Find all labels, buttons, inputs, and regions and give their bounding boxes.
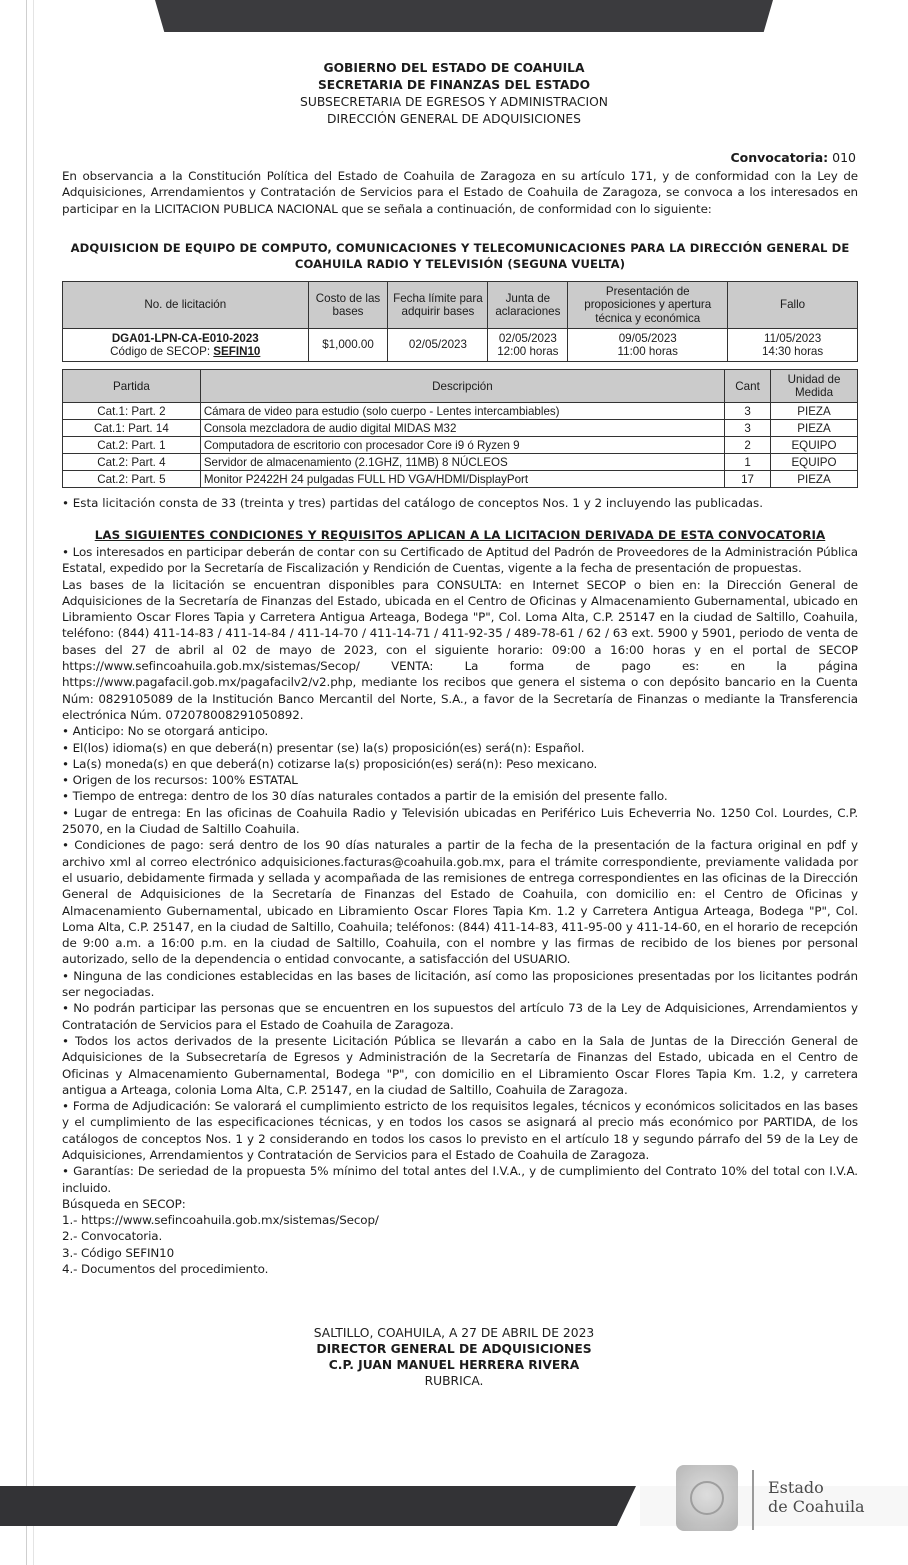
header-cell: Fallo xyxy=(728,282,858,329)
unidad-cell: EQUIPO xyxy=(771,437,858,454)
signature-place-date: SALTILLO, COAHUILA, A 27 DE ABRIL DE 2023 xyxy=(313,1326,595,1340)
partida-cell: Cat.1: Part. 2 xyxy=(63,403,201,420)
top-decorative-band xyxy=(155,0,773,32)
conditions-body xyxy=(62,544,858,1277)
condition-item: • El(los) idioma(s) en que deberá(n) presentar (se) la(s) proposición(es) será(n): Español. xyxy=(62,740,585,755)
header-cell: Unidad de Medida xyxy=(771,370,858,403)
intro-emphasis: LICITACION PUBLICA NACIONAL xyxy=(154,201,338,216)
secop-step-2: 2.- Convocatoria. xyxy=(62,1229,163,1244)
header-cell: Partida xyxy=(63,370,201,403)
cantidad-cell: 3 xyxy=(725,420,771,437)
convocatoria-label: Convocatoria: xyxy=(730,150,829,165)
bottom-decorative-band xyxy=(0,1486,636,1526)
licitacion-cell xyxy=(63,329,309,362)
logo-line1: Estado xyxy=(768,1478,824,1497)
fecha-limite-cell: 02/05/2023 xyxy=(388,329,488,362)
condition-item: • Anticipo: No se otorgará anticipo. xyxy=(62,724,269,739)
junta-hora: 12:00 horas xyxy=(497,345,559,358)
condition-item: • La(s) moneda(s) en que deberá(n) cotizarse la(s) proposición(es) será(n): Peso mexicano. xyxy=(62,756,598,771)
header-cell: Cant xyxy=(725,370,771,403)
convocatoria-value: 010 xyxy=(832,150,856,165)
descripcion-cell: Consola mezcladora de audio digital MIDAS M32 xyxy=(200,420,724,437)
presentacion-cell xyxy=(568,329,728,362)
header-cell: Fecha límite para adquirir bases xyxy=(388,282,488,329)
fallo-fecha: 11/05/2023 xyxy=(763,331,822,345)
header-subsecretaria: SUBSECRETARIA DE EGRESOS Y ADMINISTRACION xyxy=(300,95,608,109)
header-direccion: DIRECCIÓN GENERAL DE ADQUISICIONES xyxy=(327,112,581,126)
descripcion-cell: Monitor P2422H 24 pulgadas FULL HD VGA/HDMI/DisplayPort xyxy=(200,471,724,488)
conditions-title: LAS SIGUIENTES CONDICIONES Y REQUISITOS APLICAN A LA LICITACION DERIVADA DE ESTA CONVOCATORIA xyxy=(94,528,826,542)
header-cell: Junta de aclaraciones xyxy=(488,282,568,329)
cantidad-cell: 3 xyxy=(725,403,771,420)
licitacion-table-header xyxy=(63,282,858,329)
condition-item: • Garantías: De seriedad de la propuesta 5% mínimo del total antes del I.V.A., y de cumplimiento del Contrato 10% del total con I.V.A. incluido. xyxy=(62,1164,858,1195)
partida-cell: Cat.2: Part. 5 xyxy=(63,471,201,488)
condition-item: • Condiciones de pago: será dentro de los 90 días naturales a partir de la fecha de la presentación de la factura original en pdf y archivo xml al correo electrónico adquisiciones.facturas@coahuila.gob.mx, para el trámite correspondiente, previamente validada por el usuario, debidamente firmada y sellada y acompañada de las remisiones de entrega correspondientes en las oficinas de la Dirección General de Adquisiciones de la Secretaría de Finanzas del Estado de Coahuila, con domicilio en: el Centro de Oficinas y Almacenamiento Gubernamental, ubicado en Libramiento Oscar Flores Tapia Km. 1.2 y Carretera Antigua Arteaga, Bodega "P", Col. Loma Alta, C.P. 25147, en la ciudad de Saltillo, Coahuila; teléfonos: (844) 411-14-83, 411-95-00 y 411-14-60, en el horario de recepción de 9:00 a.m. a 16:00 p.m. en la ciudad de Saltillo, Coahuila, con el nombre y las firmas de recibido de los bienes por personal autorizado, sello de la dependencia o entidad convocante, a satisfacción del USUARIO. xyxy=(62,838,858,967)
cantidad-cell: 2 xyxy=(725,437,771,454)
table-row xyxy=(63,471,858,488)
unidad-cell: EQUIPO xyxy=(771,454,858,471)
table-row xyxy=(63,420,858,437)
descripcion-cell: Computadora de escritorio con procesador Core i9 ó Ryzen 9 xyxy=(200,437,724,454)
condition-item: • Lugar de entrega: En las oficinas de Coahuila Radio y Televisión ubicadas en Periférico Luis Echeverria No. 1250 Col. Lourdes, C.P. 25070, en la Ciudad de Saltillo Coahuila. xyxy=(62,805,858,837)
secop-step-1: 1.- https://www.sefincoahuila.gob.mx/sistemas/Secop/ xyxy=(62,1213,379,1228)
partida-cell: Cat.1: Part. 14 xyxy=(63,420,201,437)
secop-code: SEFIN10 xyxy=(213,345,261,358)
header-government: GOBIERNO DEL ESTADO DE COAHUILA xyxy=(323,61,585,75)
secop-search-heading: Búsqueda en SECOP: xyxy=(62,1196,186,1211)
licitacion-table-row xyxy=(63,329,858,362)
partida-cell: Cat.2: Part. 1 xyxy=(63,437,201,454)
partida-cell: Cat.2: Part. 4 xyxy=(63,454,201,471)
secop-step-4: 4.- Documentos del procedimiento. xyxy=(62,1262,269,1277)
licitacion-table xyxy=(62,281,858,362)
condition-item: • Forma de Adjudicación: Se valorará el cumplimiento estricto de los requisitos legales, técnicos y económicos solicitados en las bases y el cumplimiento de las especificaciones técnicas, y en todos los casos se asignará al precio más económico por PARTIDA, de los catálogos de conceptos Nos. 1 y 2 considerando en todos los casos lo previsto en el artículo 18 y segundo párrafo del 59 de la Ley de Adquisiciones, Arrendamientos y Contratación de Servicios para el Estado de Coahuila de Zaragoza. xyxy=(62,1099,858,1162)
condition-item: • Todos los actos derivados de la presente Licitación Pública se llevarán a cabo en la Sala de Juntas de la Dirección General de Adquisiciones de la Subsecretaría de Egresos y Administración de la Secretaría de Finanzas del Estado, ubicada en el Centro de Oficinas y Almacenamiento Gubernamental, Bodega "P", con domicilio en el Libramiento Oscar Flores Tapia Km. 1.2, y carretera antigua a Arteaga, colonia Loma Alta, C.P. 25147, en la ciudad de Saltillo, Coahuila de Zaragoza. xyxy=(62,1033,858,1097)
header-cell: Costo de las bases xyxy=(308,282,388,329)
descripcion-cell: Cámara de video para estudio (solo cuerpo - Lentes intercambiables) xyxy=(200,403,724,420)
secop-code-line xyxy=(65,345,306,359)
table-row xyxy=(63,403,858,420)
intro-paragraph xyxy=(62,168,858,217)
procurement-title-line1: ADQUISICION DE EQUIPO DE COMPUTO, COMUNICACIONES Y TELECOMUNICACIONES PARA LA DIRECCIÓN GENERAL DE xyxy=(70,241,850,255)
table-row xyxy=(63,454,858,471)
table-row xyxy=(63,437,858,454)
signature-role: DIRECTOR GENERAL DE ADQUISICIONES xyxy=(316,1342,592,1356)
unidad-cell: PIEZA xyxy=(771,471,858,488)
presentacion-hora: 11:00 horas xyxy=(617,345,678,358)
header-cell: No. de licitación xyxy=(63,282,309,329)
procurement-title-line2: COAHUILA RADIO Y TELEVISIÓN (SEGUNA VUELTA) xyxy=(294,257,626,271)
condition-item: • Origen de los recursos: 100% ESTATAL xyxy=(62,773,298,788)
logo-line2: de Coahuila xyxy=(768,1497,865,1516)
partidas-table xyxy=(62,369,858,488)
signature-rubrica: RUBRICA. xyxy=(424,1374,484,1388)
header-cell: Descripción xyxy=(200,370,724,403)
condition-item: • No podrán participar las personas que se encuentren en los supuestos del artículo 73 de la Ley de Adquisiciones, Arrendamientos y Contratación de Servicios para el Estado de Coahuila de Zaragoza. xyxy=(62,1001,858,1032)
cantidad-cell: 1 xyxy=(725,454,771,471)
unidad-cell: PIEZA xyxy=(771,420,858,437)
junta-fecha: 02/05/2023 xyxy=(498,331,557,345)
intro-part2: que se señala a continuación, de conformidad con lo siguiente: xyxy=(337,201,712,216)
seal-inner-ring xyxy=(690,1481,724,1515)
partidas-table-header xyxy=(63,370,858,403)
header-secretaria: SECRETARIA DE FINANZAS DEL ESTADO xyxy=(317,78,591,92)
fallo-cell xyxy=(728,329,858,362)
secop-step-3: 3.- Código SEFIN10 xyxy=(62,1245,175,1260)
partidas-note: • Esta licitación consta de 33 (treinta y tres) partidas del catálogo de conceptos Nos. 1 y 2 incluyendo las publicadas. xyxy=(62,496,764,510)
secop-label: Código de SECOP: xyxy=(110,345,211,358)
convocatoria-number xyxy=(730,150,856,165)
condition-item: • Tiempo de entrega: dentro de los 30 días naturales contados a partir de la emisión del presente fallo. xyxy=(62,789,668,804)
header-cell: Presentación de proposiciones y apertura técnica y económica xyxy=(568,282,728,329)
state-seal-icon xyxy=(676,1465,738,1531)
logo-divider xyxy=(752,1470,754,1530)
signature-name: C.P. JUAN MANUEL HERRERA RIVERA xyxy=(328,1358,580,1372)
state-logo xyxy=(768,1478,865,1516)
costo-cell: $1,000.00 xyxy=(308,329,388,362)
condition-item: • Los interesados en participar deberán de contar con su Certificado de Aptitud del Padrón de Proveedores de la Administración Pública Estatal, expedido por la Secretaría de Fiscalización y Rendición de Cuentas, vigente a la fecha de presentación de propuestas. xyxy=(62,545,858,576)
licitacion-number: DGA01-LPN-CA-E010-2023 xyxy=(111,331,259,345)
presentacion-fecha: 09/05/2023 xyxy=(618,331,677,345)
descripcion-cell: Servidor de almacenamiento (2.1GHZ, 11MB) 8 NÚCLEOS xyxy=(200,454,724,471)
junta-cell xyxy=(488,329,568,362)
condition-item: Las bases de la licitación se encuentran disponibles para CONSULTA: en Internet SECOP o bien en: la Dirección General de Adquisiciones de la Secretaría de Finanzas del Estado, ubicada en el Centro de Oficinas y Almacenamiento Gubernamental, ubicado en Libramiento Oscar Flores Tapia y Carretera Antigua Arteaga, Bodega "P", Col. Loma Alta, C.P. 25147 en la ciudad de Saltillo, Coahuila, teléfono: (844) 411-14-83 / 411-14-84 / 411-14-70 / 411-14-71 / 411-92-35 / 489-78-61 / 62 / 63 ext. 5900 y 5901, periodo de venta de bases del 27 de abril al 02 de mayo de 2023, con el siguiente horario: 09:00 a 16:00 horas y en el portal de SECOP https://www.sefincoahuila.gob.mx/sistemas/Secop/ VENTA: La forma de pago es: en la página https://www.pagafacil.gob.mx/pagafacilv2/v2.php, mediante los recibos que genera el sistema o con depósito bancario en la Cuenta Núm: 0829105089 de la Institución Banco Mercantil del Norte, S.A., a favor de la Secretaría de Finanzas o mediante la Transferencia electrónica Núm. 072078008291050892. xyxy=(62,577,858,722)
fallo-hora: 14:30 horas xyxy=(761,345,824,358)
condition-item: • Ninguna de las condiciones establecidas en las bases de licitación, así como las proposiciones presentadas por los licitantes podrán ser negociadas. xyxy=(62,968,858,1000)
unidad-cell: PIEZA xyxy=(771,403,858,420)
cantidad-cell: 17 xyxy=(725,471,771,488)
intro-part1: En observancia a la Constitución Política del Estado de Coahuila de Zaragoza en su artículo 171, y de conformidad con la Ley de Adquisiciones, Arrendamientos y Contratación de Servicios para el Estado de Coahuila de Zaragoza, se convoca a los interesados en participar en la xyxy=(62,169,858,216)
